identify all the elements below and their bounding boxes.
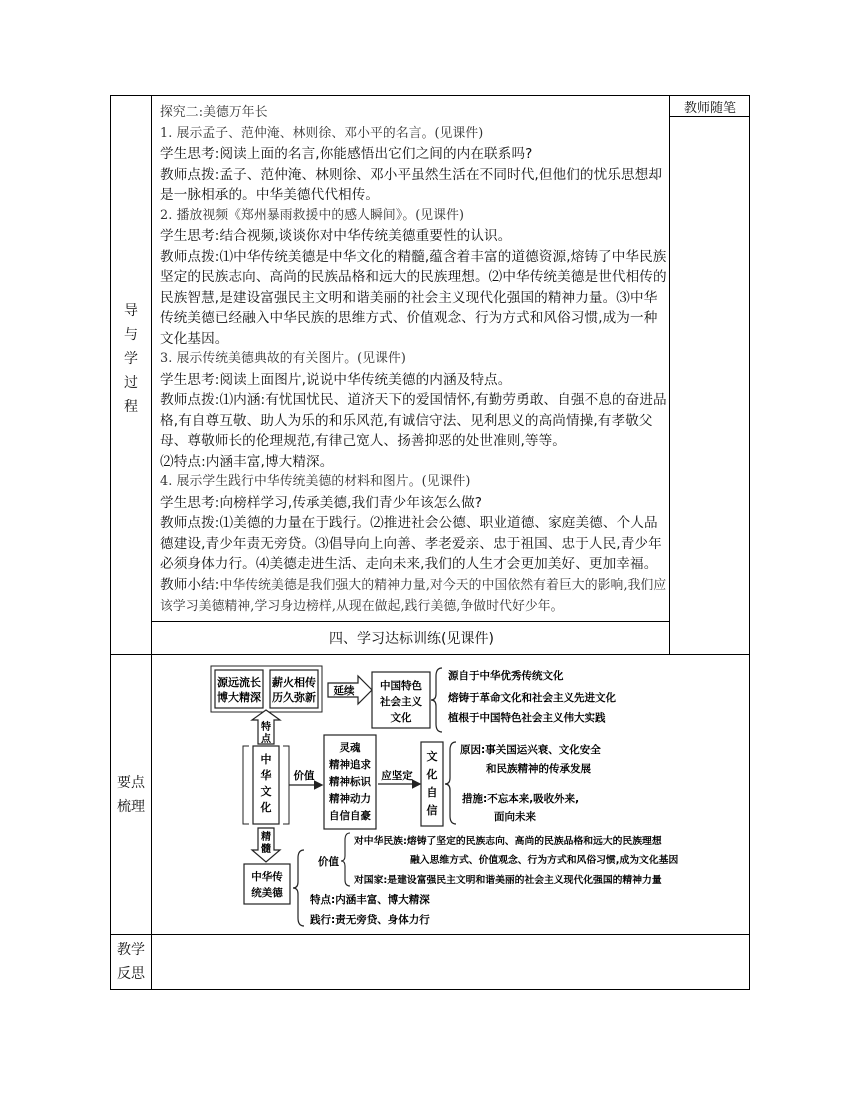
content-paragraph: ⑵特点:内涵丰富,博大精深。 xyxy=(160,453,334,470)
box-virtue xyxy=(244,864,290,904)
box-fire xyxy=(270,670,318,708)
box-fire-line: 薪火相传 xyxy=(272,676,316,689)
content-paragraph: 学生思考:结合视频,谈谈你对中华传统美德重要性的认识。 xyxy=(160,228,512,244)
box-spirit-line: 灵魂 xyxy=(339,742,361,754)
row-label-guide-char: 过 xyxy=(124,375,138,391)
value-country-line: 对国家:是建设富强民主文明和谐美丽的社会主义现代化强国的精神力量 xyxy=(354,875,662,886)
brace-roots xyxy=(431,668,442,732)
arrow-firm-label: 应坚定 xyxy=(381,770,413,782)
row-label-reflection-line: 教学 xyxy=(117,942,145,958)
value-nation-line: 对中华民族:熔铸了坚定的民族志向、高尚的民族品格和远大的民族理想 xyxy=(354,836,662,847)
box-socialist-line: 社会主义 xyxy=(380,696,422,708)
row-label-summary-line: 要点 xyxy=(117,774,145,791)
teacher-notes-header: 教师随笔 xyxy=(683,100,736,116)
row-label-guide xyxy=(111,96,151,622)
socialist-root-line: 植根于中国特色社会主义伟大实践 xyxy=(448,712,606,724)
row-label-guide-char: 导 xyxy=(124,303,138,319)
box-confidence-char: 化 xyxy=(426,768,438,781)
measure-line: 措施:不忘本来,吸收外来, xyxy=(462,793,580,805)
paragraph-list xyxy=(160,124,668,618)
box-socialist-line: 中国特色 xyxy=(380,680,422,692)
box-chinese-culture xyxy=(253,746,279,824)
arrow-continue xyxy=(328,676,372,704)
box-source-line: 博大精深 xyxy=(217,691,261,704)
box-confidence-char: 文 xyxy=(426,750,438,763)
reason-line: 和民族精神的传承发展 xyxy=(486,763,591,775)
content-paragraph: 2. 播放视频《郑州暴雨救援中的感人瞬间》。(见课件) xyxy=(160,207,465,223)
arrow-features-char: 点 xyxy=(261,734,271,745)
socialist-root-line: 熔铸于革命文化和社会主义先进文化 xyxy=(448,692,616,704)
row-label-guide-char: 程 xyxy=(124,399,138,415)
arrow-features xyxy=(252,710,280,745)
row-label-guide-char: 与 xyxy=(124,327,138,343)
content-heading: 探究二:美德万年长 xyxy=(160,105,268,120)
arrow-essence-char: 精 xyxy=(261,832,271,843)
row-label-summary xyxy=(111,655,151,934)
arrow-continue-label: 延续 xyxy=(333,685,355,697)
arrow-value xyxy=(289,769,321,785)
reason-line: 原因:事关国运兴衰、文化安全 xyxy=(460,744,601,756)
socialist-root-line: 源自于中华优秀传统文化 xyxy=(448,670,564,682)
box-spirit-line: 自信自豪 xyxy=(329,810,371,822)
arrow-value-label: 价值 xyxy=(293,770,315,782)
content-paragraph: 学生思考:阅读上面图片,说说中华传统美德的内涵及特点。 xyxy=(160,371,512,388)
box-spirit xyxy=(324,735,376,829)
content-paragraph: 教师点拨:⑴内涵:有忧国忧民、道济天下的爱国情怀,有勤劳勇敢、自强不息的奋进品格,有自尊互敬、助人为乐的和乐风范,有诚信守法、见利思义的高尚情操,有孝敬父母、尊敬师长的伦理规范,有律己宽人、扬善抑恶的处世准则,等等。 xyxy=(160,392,667,449)
box-source-line: 源远流长 xyxy=(217,676,261,689)
box-spirit-line: 精神动力 xyxy=(329,793,371,805)
practice-line: 践行:责无旁贷、身体力行 xyxy=(310,914,430,926)
content-paragraph: 学生思考:向榜样学习,传承美德,我们青少年该怎么做? xyxy=(160,494,483,511)
bracket-left xyxy=(243,746,249,824)
row-label-guide-char: 学 xyxy=(124,351,138,367)
box-source xyxy=(215,670,263,708)
box-spirit-line: 精神标识 xyxy=(329,776,371,788)
box-virtue-line: 中华传 xyxy=(251,871,283,883)
bracket-right xyxy=(283,746,289,824)
value-nation-line: 融入思维方式、价值观念、行为方式和风俗习惯,成为文化基因 xyxy=(410,855,679,866)
box-socialist-culture xyxy=(372,672,430,728)
box-culture-char: 化 xyxy=(260,801,272,814)
content-paragraph: 1. 展示孟子、范仲淹、林则徐、邓小平的名言。(见课件) xyxy=(160,125,484,141)
brace-confidence xyxy=(445,742,456,824)
box-spirit-line: 精神追求 xyxy=(329,759,371,771)
box-culture-char: 中 xyxy=(260,753,272,766)
content-paragraph xyxy=(160,575,668,618)
content-paragraph: 学生思考:阅读上面的名言,你能感悟出它们之间的内在联系吗? xyxy=(160,146,533,162)
measure-line: 面向未来 xyxy=(494,811,536,823)
arrow-firm xyxy=(378,769,419,784)
lesson-content xyxy=(160,103,668,618)
box-fire-line: 历久弥新 xyxy=(272,691,316,704)
box-confidence-char: 自 xyxy=(426,786,438,799)
row-label-reflection xyxy=(111,935,151,989)
box-socialist-line: 文化 xyxy=(390,712,412,724)
box-virtue-line: 统美德 xyxy=(251,887,283,899)
row-label-summary-line: 梳理 xyxy=(117,798,145,815)
section-title: 四、学习达标训练(见课件) xyxy=(329,631,494,647)
value-label: 价值 xyxy=(318,856,339,868)
summary-text: 中华传统美德是我们强大的精神力量,对今天的中国依然有着巨大的影响,我们应该学习美德精神,学习身边榜样,从现在做起,践行美德,争做时代好少年。 xyxy=(160,577,667,614)
box-culture-char: 文 xyxy=(260,785,272,798)
summary-diagram xyxy=(200,660,745,935)
arrow-essence-char: 髓 xyxy=(261,844,271,855)
content-paragraph: 教师点拨:孟子、范仲淹、林则徐、邓小平虽然生活在不同时代,但他们的忧乐思想却是一脉相承的。中华美德代代相传。 xyxy=(160,166,663,203)
arrow-essence xyxy=(252,828,280,862)
box-culture-char: 华 xyxy=(260,769,272,782)
content-paragraph: 3. 展示传统美德典故的有关图片。(见课件) xyxy=(160,351,407,366)
content-paragraph: 教师点拨:⑴中华传统美德是中华文化的精髓,蕴含着丰富的道德资源,熔铸了中华民族坚定的民族志向、高尚的民族品格和远大的民族理想。⑵中华传统美德是世代相传的民族智慧,是建设富强民主文明和谐美丽的社会主义现代化强国的精神力量。⑶中华传统美德已经融入中华民族的思维方式、价值观念、行为方式和风俗习惯,成为一种文化基因。 xyxy=(160,248,667,347)
brace-value xyxy=(341,833,350,886)
row-label-reflection-line: 反思 xyxy=(117,966,145,982)
arrow-features-char: 特 xyxy=(261,722,271,733)
feature-line: 特点:内涵丰富、博大精深 xyxy=(310,894,430,906)
box-confidence-char: 信 xyxy=(426,804,438,817)
brace-virtue xyxy=(293,850,304,926)
box-confidence xyxy=(421,742,443,826)
summary-lead: 教师小结: xyxy=(160,576,220,593)
content-paragraph: 教师点拨:⑴美德的力量在于践行。⑵推进社会公德、职业道德、家庭美德、个人品德建设,青少年责无旁贷。⑶倡导向上向善、孝老爱亲、忠于祖国、忠于人民,青少年必须身体力行。⑷美德走进生活、走向未来,我们的人生才会更加美好、更加幸福。 xyxy=(160,515,662,572)
content-paragraph: 4. 展示学生践行中华传统美德的材料和图片。(见课件) xyxy=(160,474,471,489)
